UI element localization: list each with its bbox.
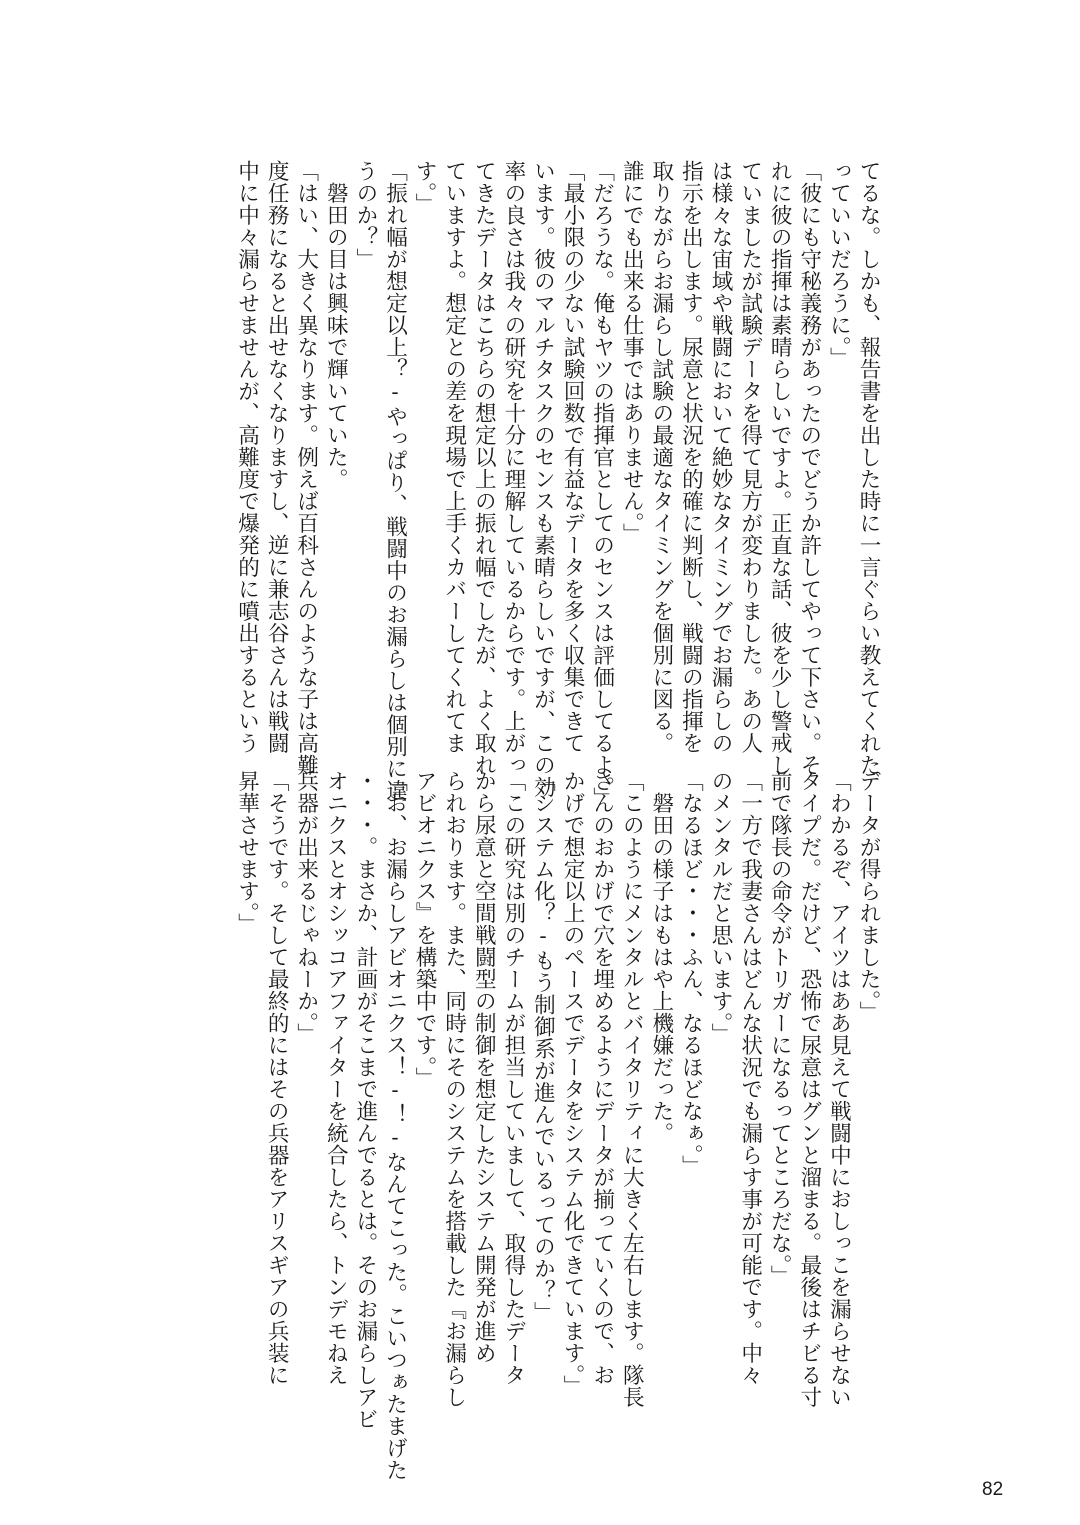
text-line: ていましたが試験データを得て見方が変わりました。あの人 [737,160,763,754]
text-line: 「はい、大きく異なります。例えば百科さんのような子は高難 [293,160,319,776]
text-line: 「一方で我妻さんはどんな状況でも漏らす事が可能です。中々 [737,770,763,1386]
text-line: タイプだ。だけど、恐怖で尿意はグンと溜まる。最後はチビる寸 [796,770,822,1408]
text-line: 中に中々漏らせませんが、高難度で爆発的に噴出するという [234,160,260,754]
text-line: 「システム化？‐もう制御系が進んでいるってのか？」 [530,770,556,1324]
text-line: かげで想定以上のペースでデータをシステム化できています。」 [560,770,586,1398]
text-line: てるな。しかも、報告書を出した時に一言ぐらい教えてくれた [856,160,881,776]
text-line: 昇華させます。」 [234,770,260,936]
text-line: ていますよ。想定との差を現場で上手くカバーしてくれてま [441,160,467,754]
text-block-lower [232,770,883,1481]
text-line: 「この研究は別のチームが担当していまして、取得したデータ [500,770,526,1386]
text-line: 誰にでも出来る仕事ではありません。」 [619,160,645,546]
text-line: さんのおかげで穴を埋めるようにデータが揃っていくので、お [589,770,615,1386]
text-line: アビオニクス』を構築中です。」 [412,770,438,1090]
text-line: は様々な宙域や戦闘において絶妙なタイミングでお漏らしの [708,160,734,754]
text-line: 「だろうな。俺もヤツの指揮官としてのセンスは評価してるよ。」 [589,160,615,810]
text-line: 磐田の様子はもはや上機嫌だった。 [648,770,674,1144]
text-line: のメンタルだと思います。」 [708,770,734,1046]
text-line: てきたデータはこちらの想定以上の振れ幅でしたが、よく取れ [471,160,497,776]
text-line: 指示を出します。尿意と状況を的確に判断し、戦闘の指揮を [678,160,704,754]
text-line: 「なるほど・・・ふん、なるほどなぁ。」 [678,770,704,1178]
text-line: れに彼の指揮は素晴らしいですよ。正直な話、彼を少し警戒し [767,160,793,776]
text-line: から尿意と空間戦闘型の制御を想定したシステム開発が進め [471,770,497,1364]
text-line: っていいだろうに。」 [826,160,852,370]
text-block-upper [232,160,883,810]
text-line: ・・・。まさか、計画がそこまで進んでるとは。そのお漏らしアビ [352,770,378,1430]
text-line: 「お、お漏らしアビオニクス！‐！‐なんてこった。こいつぁたまげた [382,770,408,1481]
text-line: 取りながらお漏らし試験の最適なタイミングを個別に図る。 [648,160,674,754]
text-line: られおります。また、同時にそのシステムを搭載した『お漏らし [441,770,467,1408]
text-line: 兵器が出来るじゃねーか。」 [293,770,319,1046]
page-number: 82 [982,1479,1004,1500]
text-line: 「彼にも守秘義務があったのでどうか許してやって下さい。そ [796,160,822,776]
text-line: 「最小限の少ない試験回数で有益なデータを多く収集できて [560,160,586,754]
text-line: オニクスとオシッコアファイターを統合したら、トンデモねえ [323,770,349,1386]
text-line: 前で隊長の命令がトリガーになるってところだな。」 [767,770,793,1288]
text-line: 「このようにメンタルとバイタリティに大きく左右します。隊長 [619,770,645,1408]
text-line: 「そうです。そして最終的にはその兵器をアリスギアの兵装に [264,770,290,1386]
text-line: うのか？」 [352,160,378,270]
text-line: 磐田の目は興味で輝いていた。 [323,160,349,490]
text-line: 率の良さは我々の研究を十分に理解しているからです。上がっ [500,160,526,776]
text-line: 度任務になると出せなくなりますし、逆に兼志谷さんは戦闘 [264,160,290,754]
text-line: データが得られました。」 [856,770,881,1024]
text-line: 「振れ幅が想定以上？‐やっぱり、戦闘中のお漏らしは個別に違 [382,160,408,802]
text-line: 「わかるぞ、アイツはああ見えて戦闘中におしっこを漏らせない [826,770,852,1408]
text-line: います。彼のマルチタスクのセンスも素晴らしいですが、この効 [530,160,556,798]
text-line: す。」 [412,160,438,216]
